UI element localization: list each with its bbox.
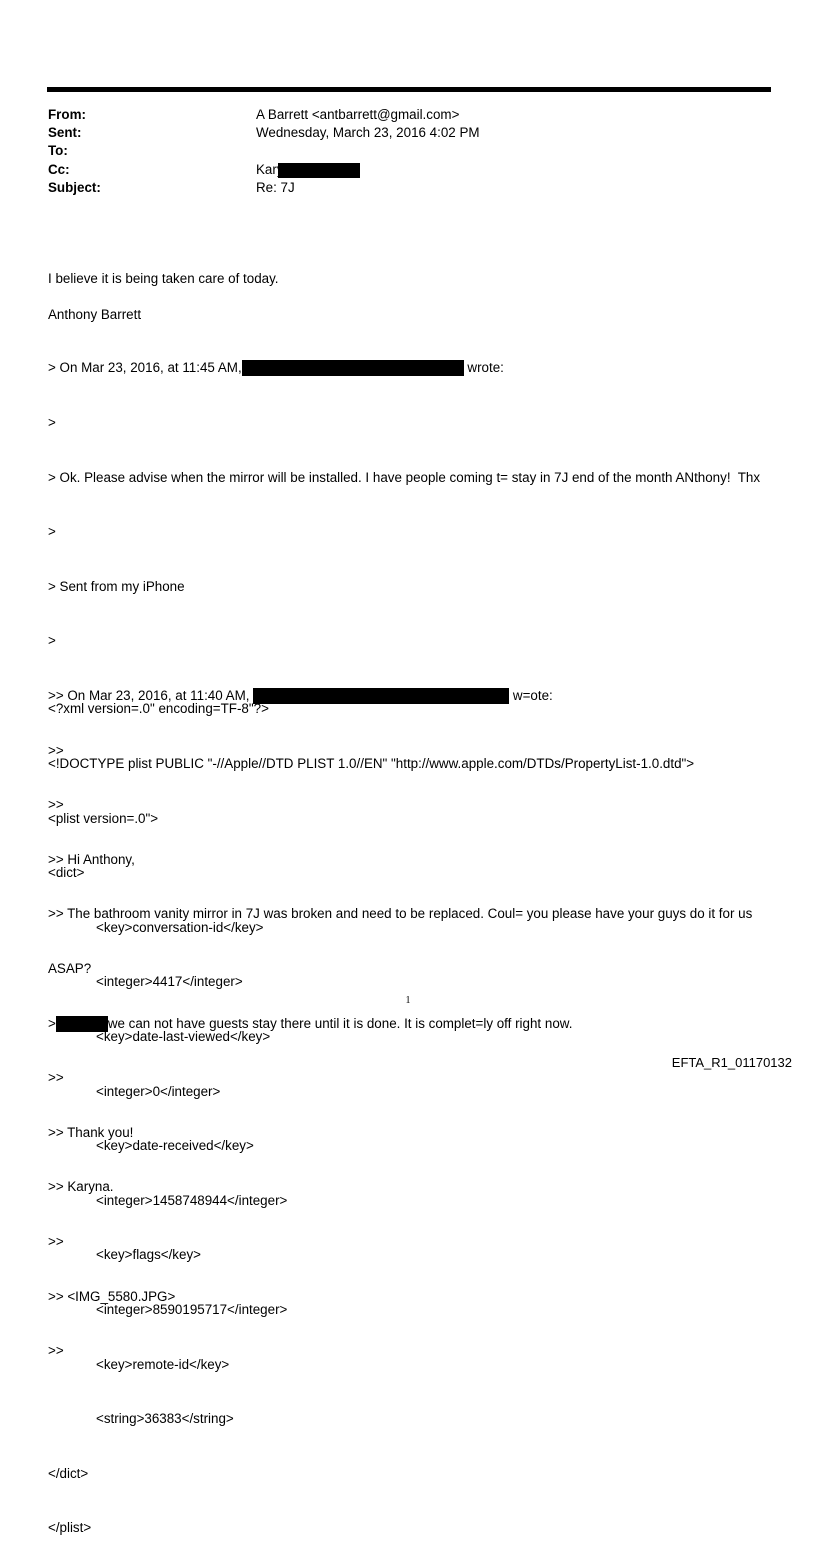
quoted-line: ASAP? xyxy=(48,960,92,976)
quoted-text: we can not have guests stay there until it is done. It is complet=ly off right now. xyxy=(107,1015,573,1031)
quoted-text: >> On Mar 23, 2016, at 11:40 AM, xyxy=(48,687,254,703)
quoted-line: > xyxy=(48,524,56,540)
plist-line: <integer>8590195717</integer> xyxy=(96,1301,288,1317)
quoted-line: >> Hi Anthony, xyxy=(48,851,135,867)
quoted-line xyxy=(48,359,768,377)
plist-line: <dict> xyxy=(48,865,85,881)
plist-line: <?xml version=.0" encoding=TF-8"?> xyxy=(48,701,269,717)
plist-line: <string>36383</string> xyxy=(96,1411,234,1427)
sent-value: Wednesday, March 23, 2016 4:02 PM xyxy=(256,125,480,141)
plist-line: </plist> xyxy=(48,1520,92,1536)
plist-line: </dict> xyxy=(48,1465,89,1481)
quoted-line: >> xyxy=(48,1233,64,1249)
quoted-text: wrote: xyxy=(463,360,504,376)
page-number: 1 xyxy=(405,995,411,1006)
cc-row xyxy=(48,161,768,179)
plist-line: <key>flags</key> xyxy=(96,1247,201,1263)
quoted-line: >> Thank you! xyxy=(48,1124,134,1140)
reply-line: I believe it is being taken care of today. xyxy=(48,271,279,287)
subject-value: Re: 7J xyxy=(256,179,295,195)
redaction-box xyxy=(242,360,464,376)
to-row xyxy=(48,142,768,160)
quoted-line: >> <IMG_5580.JPG> xyxy=(48,1288,176,1304)
from-value: A Barrett <antbarrett@gmail.com> xyxy=(256,107,460,122)
sent-label: Sent: xyxy=(48,125,82,141)
quoted-line: >> xyxy=(48,1070,64,1086)
subject-row xyxy=(48,179,768,197)
plist-line: <!DOCTYPE plist PUBLIC "-//Apple//DTD PLIST 1.0//EN" "http://www.apple.com/DTDs/PropertyList-1.0.dtd"> xyxy=(48,756,695,771)
plist-line: <integer>4417</integer> xyxy=(96,974,243,990)
signature: Anthony Barrett xyxy=(48,307,142,323)
email-header xyxy=(48,106,768,197)
quoted-line: > xyxy=(48,415,56,430)
quoted-line: > Ok. Please advise when the mirror will be installed. I have people coming t= stay in 7J end of the month ANthony! Thx xyxy=(48,469,761,485)
from-row xyxy=(48,106,768,124)
plist-line: <integer>1458748944</integer> xyxy=(96,1192,288,1208)
quoted-line: >> xyxy=(48,797,64,813)
document-id: EFTA_R1_01170132 xyxy=(671,1055,792,1070)
quoted-line: >> xyxy=(48,742,64,758)
cc-value: Karyna Shuliak xyxy=(256,161,347,177)
plist-line: <plist version=.0"> xyxy=(48,810,159,826)
quoted-text: > xyxy=(48,1015,56,1031)
plist-block xyxy=(48,664,768,1556)
to-label: To: xyxy=(48,143,68,159)
subject-label: Subject: xyxy=(48,179,101,195)
sent-row xyxy=(48,124,768,142)
plist-line: <key>remote-id</key> xyxy=(96,1356,230,1372)
header-divider xyxy=(47,87,771,92)
plist-line: <integer>0</integer> xyxy=(96,1083,221,1099)
quoted-line: >> xyxy=(48,1343,64,1359)
plist-line: <key>conversation-id</key> xyxy=(96,919,264,935)
quoted-line: >> Karyna. xyxy=(48,1179,114,1195)
from-label: From: xyxy=(48,107,86,122)
cc-label: Cc: xyxy=(48,161,70,177)
quoted-line: > xyxy=(48,633,56,649)
quoted-text: w=ote: xyxy=(509,687,553,703)
quoted-line: >> The bathroom vanity mirror in 7J was broken and need to be replaced. Coul= you please have your guys do it for us xyxy=(48,906,753,922)
plist-line: <key>date-last-viewed</key> xyxy=(96,1028,271,1044)
quoted-text: > On Mar 23, 2016, at 11:45 AM, xyxy=(48,360,242,376)
quoted-line: > Sent from my iPhone xyxy=(48,578,185,594)
plist-line: <key>date-received</key> xyxy=(96,1138,254,1154)
